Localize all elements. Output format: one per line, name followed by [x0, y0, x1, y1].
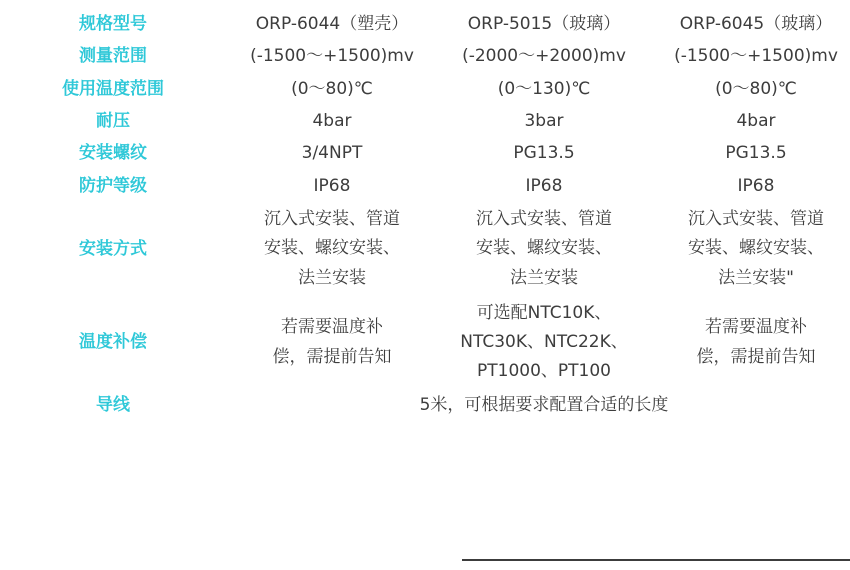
value-line: PT1000、PT100 [477, 361, 611, 382]
row-value: 5米，可根据要求配置合适的长度 [419, 395, 669, 416]
value-line: 法兰安装" [718, 267, 794, 288]
table-row [0, 170, 850, 202]
value-line: NTC30K、NTC22K、 [460, 332, 628, 352]
value-line: 安装、螺纹安装、 [688, 238, 824, 259]
table-row [0, 202, 850, 296]
table-row [0, 105, 850, 137]
row-value [438, 296, 650, 390]
row-value: 4bar [736, 111, 776, 132]
value-line: 沉入式安装、管道 [476, 209, 612, 230]
row-label: 温度补偿 [79, 332, 147, 353]
row-value [650, 296, 850, 390]
row-label: 耐压 [96, 111, 130, 132]
row-label: 防护等级 [79, 175, 147, 196]
table-row [0, 40, 850, 72]
row-value: IP68 [525, 175, 563, 196]
value-line: 可选配NTC10K、 [476, 302, 612, 323]
row-value: (-1500～+1500)mv [674, 46, 838, 67]
row-value: 3bar [524, 111, 564, 132]
row-value: (0～130)℃ [497, 78, 591, 99]
row-value: IP68 [313, 175, 351, 196]
row-value: (0～80)℃ [291, 78, 373, 99]
row-value: ORP-6044（塑壳） [255, 14, 409, 34]
value-line: 若需要温度补 [281, 317, 383, 338]
row-label: 安装螺纹 [79, 143, 147, 164]
row-label: 使用温度范围 [62, 78, 164, 99]
row-value: PG13.5 [725, 143, 787, 164]
divider [462, 559, 850, 561]
table-row [0, 137, 850, 169]
table-body [0, 8, 850, 422]
table-row [0, 296, 850, 390]
value-line: 沉入式安装、管道 [264, 209, 400, 230]
row-value [438, 202, 650, 296]
row-label: 导线 [96, 395, 130, 416]
value-line: 偿，需提前告知 [696, 346, 816, 367]
value-line: 安装、螺纹安装、 [476, 238, 612, 259]
row-value [226, 296, 438, 390]
row-value: 4bar [312, 111, 352, 132]
row-value: 3/4NPT [301, 143, 363, 164]
row-label: 安装方式 [79, 238, 147, 259]
value-line: 法兰安装 [510, 267, 578, 288]
value-line: 法兰安装 [298, 267, 366, 288]
row-value: IP68 [737, 175, 775, 196]
value-line: 若需要温度补 [705, 317, 807, 338]
row-value [226, 202, 438, 296]
row-value: ORP-5015（玻璃） [467, 14, 621, 34]
value-line: 安装、螺纹安装、 [264, 238, 400, 259]
row-value [650, 202, 850, 296]
table-row [0, 73, 850, 105]
row-label: 规格型号 [79, 14, 147, 34]
table-row [0, 389, 850, 421]
row-label: 测量范围 [79, 46, 147, 67]
specification-table [0, 8, 850, 422]
value-line: 沉入式安装、管道 [688, 209, 824, 230]
table-row [0, 8, 850, 40]
row-value: (-1500～+1500)mv [250, 46, 414, 67]
row-value: (0～80)℃ [715, 78, 797, 99]
row-value: (-2000～+2000)mv [462, 46, 626, 67]
value-line: 偿，需提前告知 [272, 346, 392, 367]
row-value: ORP-6045（玻璃） [679, 14, 833, 34]
row-value: PG13.5 [513, 143, 575, 164]
